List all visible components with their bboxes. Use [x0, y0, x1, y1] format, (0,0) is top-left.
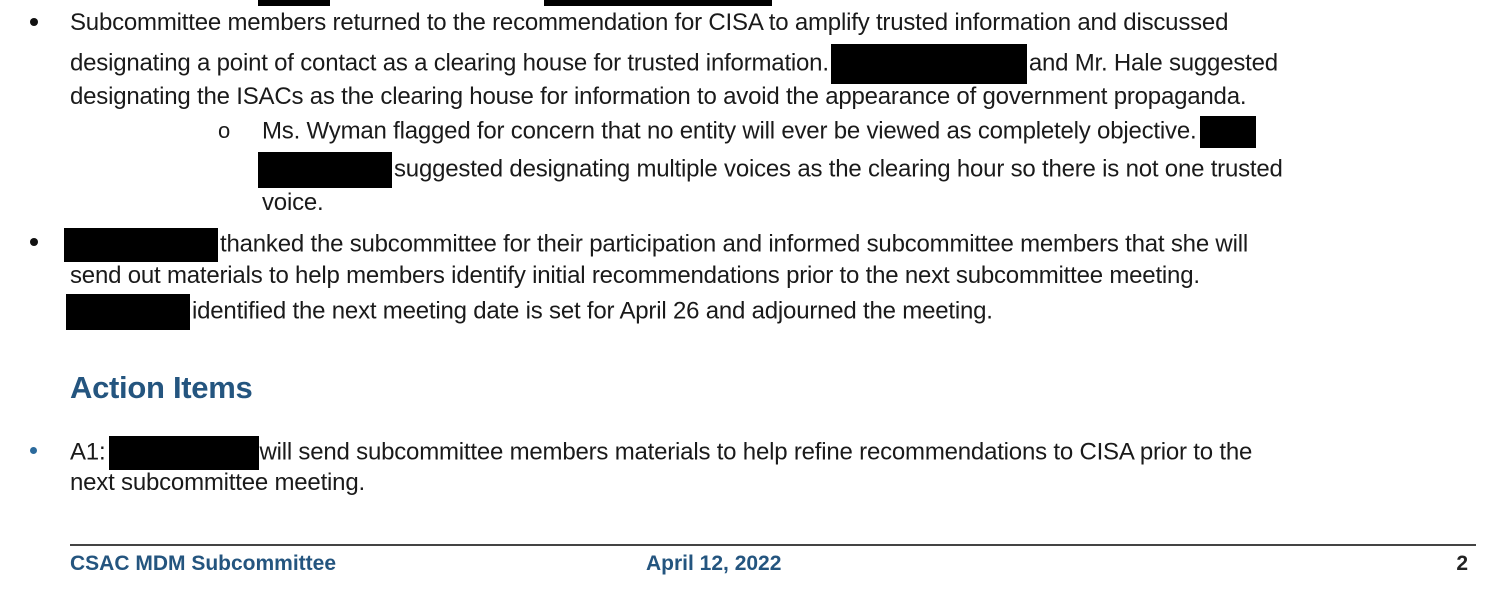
action-item-label: A1:: [70, 438, 106, 466]
bullet-icon: [30, 447, 37, 454]
text-span: will send subcommittee members materials to help refine recommendations to CISA prior to the: [259, 438, 1253, 466]
text-span: Ms. Wyman flagged for concern that no entity will ever be viewed as completely objective.: [262, 117, 1197, 145]
redaction-box: [109, 436, 259, 470]
paragraph-line: designating the ISACs as the clearing house for information to avoid the appearance of government propaganda.: [70, 83, 1247, 110]
footer-divider: [70, 544, 1476, 546]
redaction-box: [64, 228, 218, 262]
text-span: and Mr. Hale suggested: [1028, 49, 1278, 77]
page-number: 2: [1456, 552, 1468, 575]
paragraph-line: [70, 44, 1278, 84]
paragraph-line: [262, 116, 1256, 148]
paragraph-line: [70, 436, 1252, 470]
paragraph-line: [66, 294, 993, 330]
text-span: thanked the subcommittee for their participation and informed subcommittee members that she will: [220, 230, 1248, 258]
sub-bullet-marker: o: [218, 118, 231, 143]
section-heading: Action Items: [70, 370, 253, 405]
footer-title: CSAC MDM Subcommittee: [70, 552, 337, 575]
redaction-box: [258, 152, 392, 188]
bullet-icon: [30, 238, 38, 246]
redaction-box: [1200, 116, 1256, 148]
paragraph-line: [258, 152, 1283, 188]
footer-date: April 12, 2022: [646, 552, 782, 575]
paragraph-line: [64, 228, 1248, 262]
paragraph-line: send out materials to help members identify initial recommendations prior to the next subcommittee meeting.: [70, 262, 1200, 289]
bullet-icon: [30, 18, 38, 26]
paragraph-line: next subcommittee meeting.: [70, 469, 365, 496]
redaction-box: [831, 44, 1027, 84]
redaction-box: [258, 0, 330, 6]
redaction-box: [544, 0, 772, 6]
paragraph-line: voice.: [262, 189, 324, 216]
redaction-box: [66, 294, 190, 330]
text-span: designating a point of contact as a clearing house for trusted information.: [70, 49, 829, 77]
text-span: identified the next meeting date is set for April 26 and adjourned the meeting.: [192, 297, 993, 325]
text-span: suggested designating multiple voices as the clearing hour so there is not one trusted: [394, 155, 1283, 183]
paragraph-line: Subcommittee members returned to the recommendation for CISA to amplify trusted information and discussed: [70, 9, 1229, 36]
